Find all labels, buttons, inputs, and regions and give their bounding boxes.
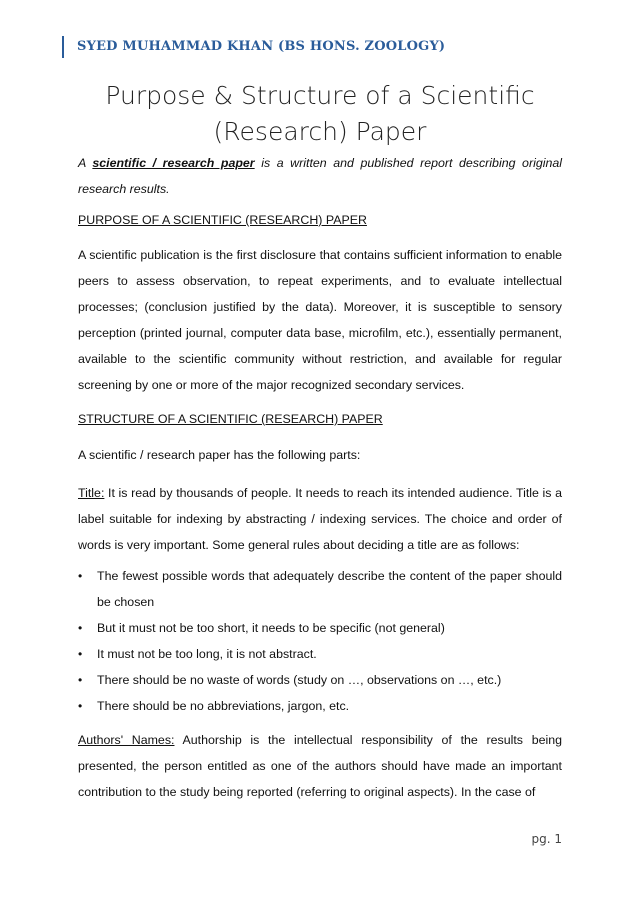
intro-paragraph [78, 150, 562, 202]
list-item-text: There should be no abbreviations, jargon, etc. [97, 699, 350, 713]
list-item [78, 667, 562, 693]
title-section-paragraph [78, 480, 562, 558]
bullet-icon: • [78, 673, 83, 687]
purpose-heading: PURPOSE OF A SCIENTIFIC (RESEARCH) PAPER [78, 213, 367, 227]
intro-rest: is a written and published report describing original research results. [78, 156, 562, 196]
page-title [78, 78, 562, 150]
bullet-icon: • [78, 621, 83, 635]
page-number: pg. 1 [531, 832, 562, 846]
list-item [78, 563, 562, 615]
bullet-icon: • [78, 647, 83, 661]
bullet-icon: • [78, 569, 83, 583]
purpose-paragraph: A scientific publication is the first disclosure that contains sufficient information to enable peers to assess observation, to repeat experiments, and to evaluate intellectual processes; (conclusion justified by the data). Moreover, it is susceptible to sensory perception (printed journal, computer data base, microfilm, etc.), essentially permanent, available to the scientific community without restriction, and available for regular screening by one or more of the major recognized secondary services. [78, 248, 562, 392]
structure-heading: STRUCTURE OF A SCIENTIFIC (RESEARCH) PAPER [78, 412, 383, 426]
list-item-text: There should be no waste of words (study on …, observations on …, etc.) [97, 673, 502, 687]
list-item-text: The fewest possible words that adequately describe the content of the paper should be chosen [97, 569, 562, 609]
intro-prefix: A [78, 156, 93, 170]
title-section-text: It is read by thousands of people. It needs to reach its intended audience. Title is a label suitable for indexing by abstracting / indexing services. The choice and order of words is very important. Some general rules about deciding a title are as follows: [78, 486, 562, 552]
title-line-1: Purpose & Structure of a Scientific [105, 81, 535, 110]
intro-term: scientific / research paper [92, 156, 255, 170]
page-header: SYED MUHAMMAD KHAN (BS HONS. ZOOLOGY) [62, 36, 445, 58]
list-item [78, 693, 562, 719]
list-item-text: It must not be too long, it is not abstract. [97, 647, 317, 661]
structure-intro: A scientific / research paper has the following parts: [78, 448, 361, 462]
bullet-icon: • [78, 699, 83, 713]
authors-text: Authorship is the intellectual responsibility of the results being presented, the person entitled as one of the authors should have made an important contribution to the study being reported (referring to original aspects). In the case of [78, 733, 563, 799]
list-item [78, 641, 562, 667]
title-line-2: (Research) Paper [213, 117, 427, 146]
authors-label: Authors' Names: [78, 733, 175, 747]
title-section-label: Title: [78, 486, 105, 500]
list-item [78, 615, 562, 641]
list-item-text: But it must not be too short, it needs to be specific (not general) [97, 621, 445, 635]
title-rules-list [78, 563, 562, 719]
authors-paragraph [78, 727, 562, 805]
